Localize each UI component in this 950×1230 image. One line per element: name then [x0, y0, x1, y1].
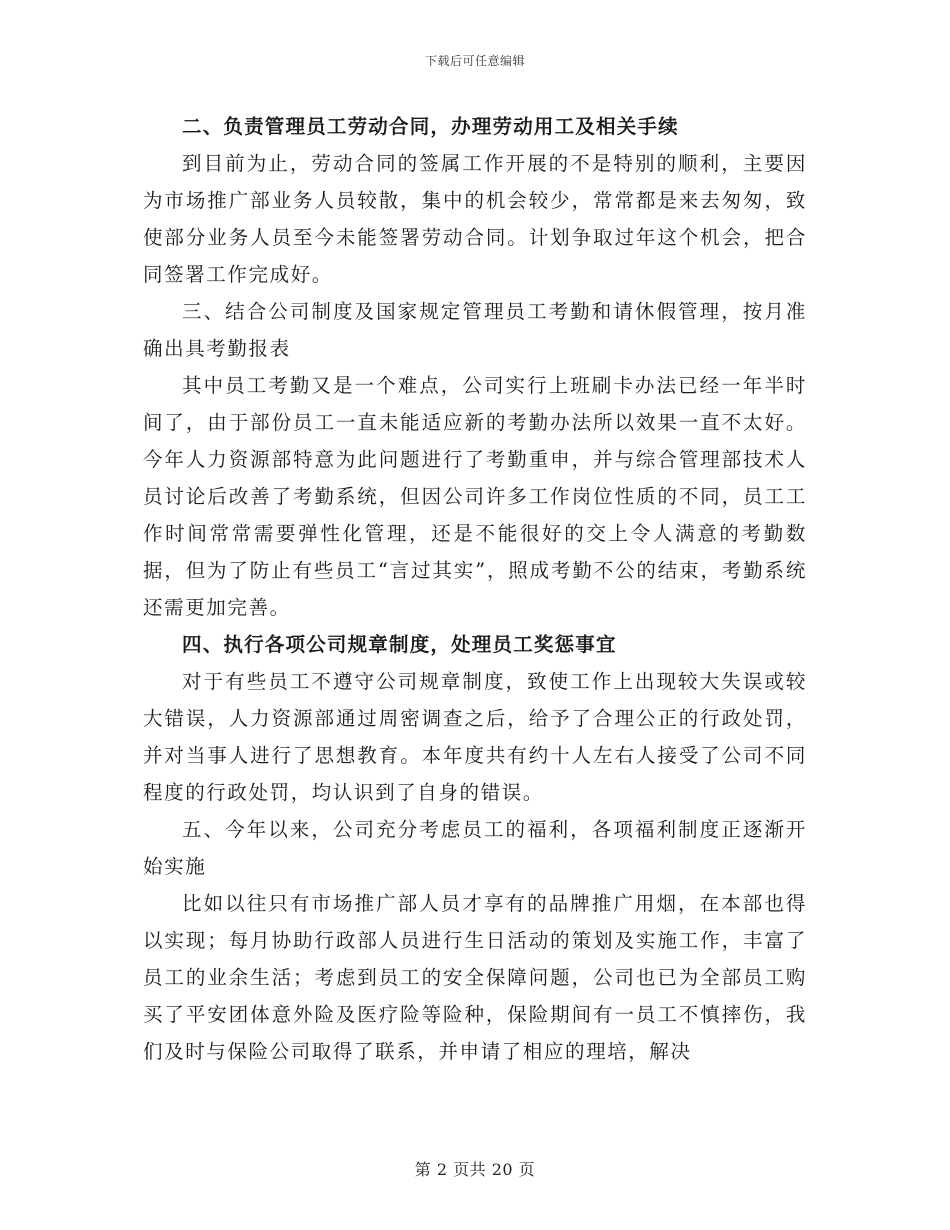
heading-section-4: 四、执行各项公司规章制度，处理员工奖惩事宜: [182, 633, 617, 656]
paragraph-welfare: 比如以往只有市场推广部人员才享有的品牌推广用烟，在本部也得以实现；每月协助行政部人员进行生日活动的策划及实施工作，丰富了员工的业余生活；考虑到员工的安全保障问题，公司也已为全部员工购买了平安团体意外险及医疗险等险种，保险期间有一员工不慎摔伤，我们及时与保险公司取得了联系，并申请了相应的理培，解决: [143, 892, 807, 1063]
paragraph-attendance: 其中员工考勤又是一个难点，公司实行上班刷卡办法已经一年半时间了，由于部份员工一直未能适应新的考勤办法所以效果一直不太好。今年人力资源部特意为此问题进行了考勤重申，并与综合管理部技术人员讨论后改善了考勤系统，但因公司许多工作岗位性质的不同，员工工作时间常常需要弹性化管理，还是不能很好的交上令人满意的考勤数据，但为了防止有些员工“言过其实”，照成考勤不公的结束，考勤系统还需更加完善。: [143, 374, 807, 619]
paragraph-contracts: 到目前为止，劳动合同的签属工作开展的不是特别的顺利，主要因为市场推广部业务人员较散，集中的机会较少，常常都是来去匆匆，致使部分业务人员至今未能签署劳动合同。计划争取过年这个机会，把合同签署工作完成好。: [143, 152, 807, 286]
page-number: 第 2 页共 20 页: [414, 1160, 536, 1179]
heading-section-3: 三、结合公司制度及国家规定管理员工考勤和请休假管理，按月准确出具考勤报表: [143, 300, 807, 360]
document-body: [143, 108, 807, 1070]
paragraph-discipline: 对于有些员工不遵守公司规章制度，致使工作上出现较大失误或较大错误，人力资源部通过周密调查之后，给予了合理公正的行政处罚，并对当事人进行了思想教育。本年度共有约十人左右人接受了公司不同程度的行政处罚，均认识到了自身的错误。: [143, 670, 807, 804]
page-header: 下载后可任意编辑: [424, 54, 525, 68]
heading-section-2: 二、负责管理员工劳动合同，办理劳动用工及相关手续: [182, 115, 679, 138]
heading-section-5: 五、今年以来，公司充分考虑员工的福利，各项福利制度正逐渐开始实施: [143, 818, 807, 878]
